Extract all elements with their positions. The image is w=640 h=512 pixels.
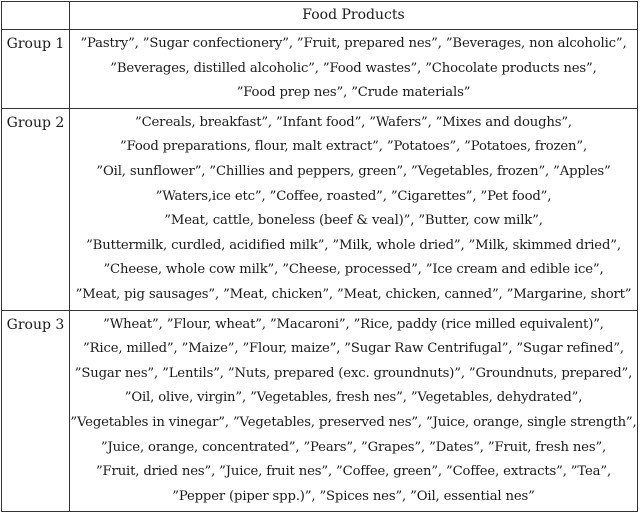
group-label: Group 1 [2,30,70,109]
group-label: Group 2 [2,108,70,310]
product-line: ”Rice, milled”, ”Maize”, ”Flour, maize”, ”Sugar Raw Centrifugal”, ”Sugar refined”, [83,341,624,357]
product-line: ”Sugar nes”, ”Lentils”, ”Nuts, prepared (exc. groundnuts)”, ”Groundnuts, prepared”, [74,365,633,381]
product-line: ”Pepper (piper spp.)”, ”Spices nes”, ”Oil, essential nes” [172,488,535,504]
group-products-cell [70,30,638,109]
group-products-cell [70,108,638,310]
product-line: ”Pastry”, ”Sugar confectionery”, ”Fruit, prepared nes”, ”Beverages, non alcoholic”, [80,36,627,51]
product-line: ”Beverages, distilled alcoholic”, ”Food wastes”, ”Chocolate products nes”, [110,60,597,76]
product-line: ”Cereals, breakfast”, ”Infant food”, ”Wafers”, ”Mixes and doughs”, [135,114,572,130]
product-line: ”Meat, cattle, boneless (beef & veal)”, ”Butter, cow milk”, [164,213,543,229]
product-line: ”Cheese, whole cow milk”, ”Cheese, processed”, ”Ice cream and edible ice”, [103,262,604,278]
product-line: ”Meat, pig sausages”, ”Meat, chicken”, ”Meat, chicken, canned”, ”Margarine, short” [75,286,632,302]
product-line: ”Fruit, dried nes”, ”Juice, fruit nes”, ”Coffee, green”, ”Coffee, extracts”, ”Tea”, [95,464,612,480]
product-line: ”Buttermilk, curdled, acidified milk”, ”Milk, whole dried”, ”Milk, skimmed dried”, [86,237,621,253]
corner-cell [2,2,70,30]
group-row-3 [2,310,638,512]
product-line: ”Oil, sunflower”, ”Chillies and peppers, green”, ”Vegetables, frozen”, ”Apples” [96,163,611,179]
food-products-table [1,1,638,512]
food-products-header: Food Products [70,2,638,30]
product-line: ”Food preparations, flour, malt extract”, ”Potatoes”, ”Potatoes, frozen”, [119,139,588,155]
product-line: ”Vegetables in vinegar”, ”Vegetables, preserved nes”, ”Juice, orange, single strength”, [70,414,637,430]
group-label: Group 3 [2,310,70,512]
group-products-cell [70,310,638,512]
product-line: ”Juice, orange, concentrated”, ”Pears”, ”Grapes”, ”Dates”, ”Fruit, fresh nes”, [100,439,607,455]
product-line: ”Food prep nes”, ”Crude materials” [236,85,471,101]
product-line: ”Waters,ice etc”, ”Coffee, roasted”, ”Cigarettes”, ”Pet food”, [155,188,552,204]
header-row [2,2,638,30]
group-row-1 [2,30,638,109]
product-line: ”Wheat”, ”Flour, wheat”, ”Macaroni”, ”Rice, paddy (rice milled equivalent)”, [103,316,604,332]
group-row-2 [2,108,638,310]
product-line: ”Oil, olive, virgin”, ”Vegetables, fresh nes”, ”Vegetables, dehydrated”, [124,390,583,406]
